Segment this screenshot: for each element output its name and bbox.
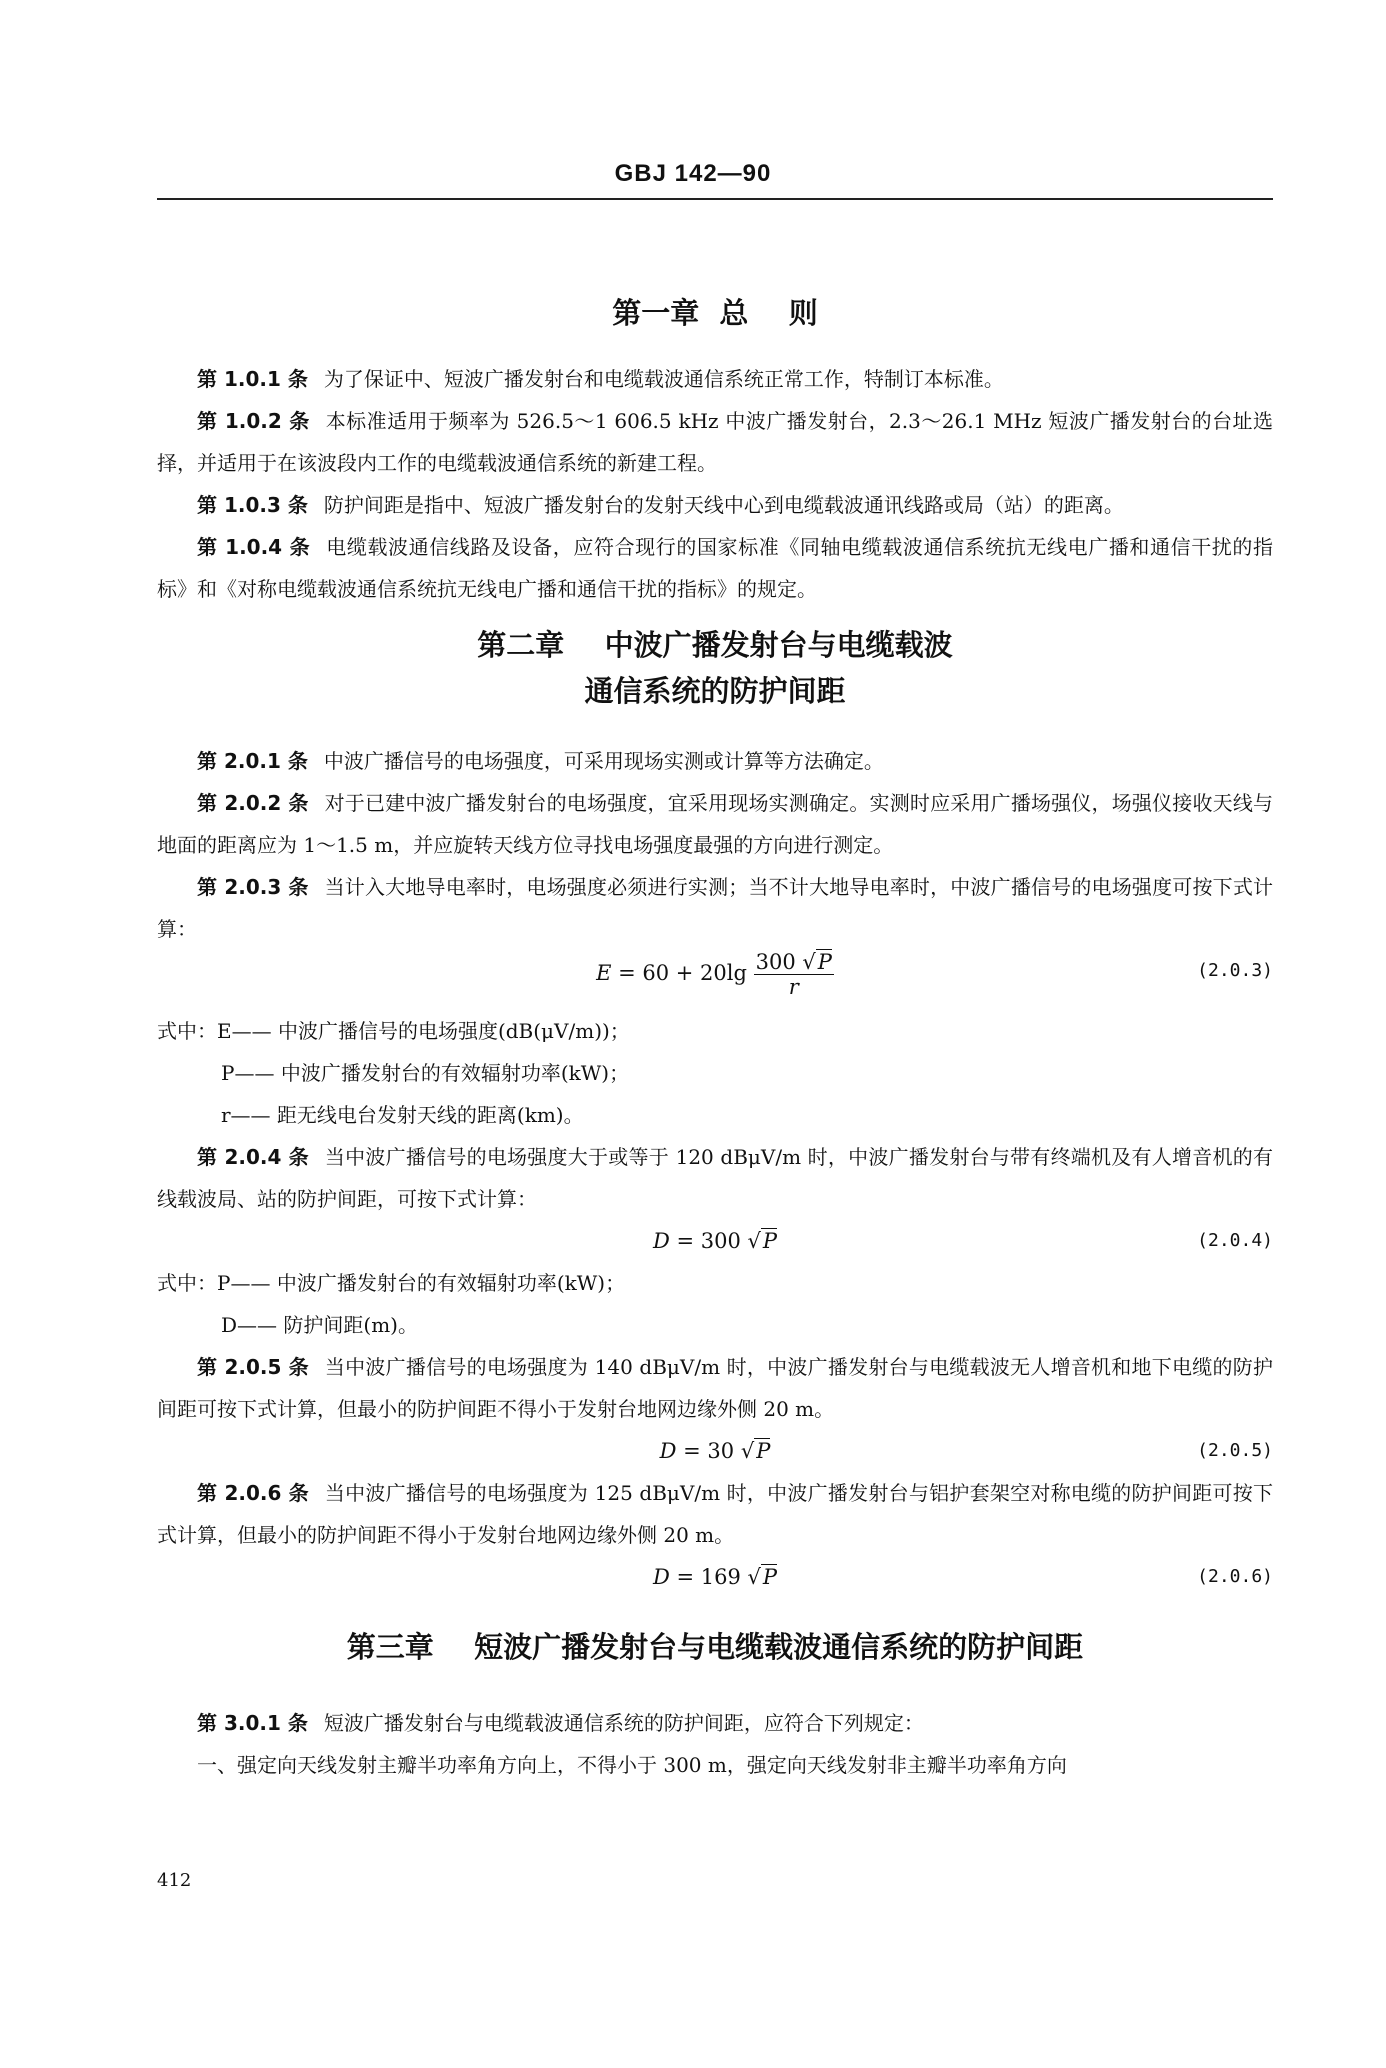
formula-2-0-3 xyxy=(157,950,1273,1010)
formula-2-0-4 xyxy=(157,1220,1273,1262)
article-text: 为了保证中、短波广播发射台和电缆载波通信系统正常工作，特制订本标准。 xyxy=(323,367,1004,391)
formula-body: D = 300 √P xyxy=(652,1229,778,1253)
definition-prefix: 式中： xyxy=(157,1019,217,1043)
article-number: 第 1.0.2 条 xyxy=(197,409,310,433)
article-1-0-1 xyxy=(157,358,1273,400)
definition-text: E—— 中波广播信号的电场强度(dB(μV/m))； xyxy=(217,1019,630,1043)
article-number: 第 3.0.1 条 xyxy=(197,1711,308,1735)
formula-eq: = 169 xyxy=(669,1565,748,1589)
definition-d: D—— 防护间距(m)。 xyxy=(221,1313,418,1337)
formula-tag: (2.0.3) xyxy=(1197,960,1273,981)
article-2-0-6 xyxy=(157,1472,1273,1556)
article-text: 电缆载波通信线路及设备，应符合现行的国家标准《同轴电缆载波通信系统抗无线电广播和通信干扰的指标》和《对称电缆载波通信系统抗无线电广播和通信干扰的指标》的规定。 xyxy=(157,535,1273,601)
numerator-coefficient: 300 xyxy=(755,950,803,974)
chapter-2-title xyxy=(157,622,1273,714)
article-number: 第 2.0.3 条 xyxy=(197,875,309,899)
article-number: 第 2.0.5 条 xyxy=(197,1355,309,1379)
formula-lhs: D xyxy=(652,1565,670,1589)
definition-p2 xyxy=(157,1262,1273,1304)
fraction-denominator: r xyxy=(788,975,799,999)
formula-radicand: P xyxy=(762,1229,778,1253)
article-2-0-2 xyxy=(157,782,1273,866)
chapter-2-title-line1: 第二章 中波广播发射台与电缆载波 xyxy=(477,628,953,662)
formula-radicand: P xyxy=(756,1439,771,1463)
header-rule xyxy=(157,198,1273,200)
formula-lhs: D xyxy=(652,1229,670,1253)
article-number: 第 1.0.1 条 xyxy=(197,367,308,391)
definition-e xyxy=(157,1010,1273,1052)
article-text: 中波广播信号的电场强度，可采用现场实测或计算等方法确定。 xyxy=(323,749,884,773)
chapter-2-title-line2: 通信系统的防护间距 xyxy=(584,674,846,708)
article-number: 第 2.0.1 条 xyxy=(197,749,308,773)
article-text: 当中波广播信号的电场强度为 140 dBμV/m 时，中波广播发射台与电缆载波无人增音机和地下电缆的防护间距可按下式计算，但最小的防护间距不得小于发射台地网边缘外侧 20 m。 xyxy=(157,1355,1274,1421)
article-text: 对于已建中波广播发射台的电场强度，宜采用现场实测确定。实测时应采用广播场强仪，场强仪接收天线与地面的距离应为 1～1.5 m，并应旋转天线方位寻找电场强度最强的方向进行测定。 xyxy=(157,791,1274,857)
formula-eq: = 30 xyxy=(676,1439,741,1463)
article-3-0-1 xyxy=(157,1702,1273,1744)
formula-body: D = 169 √P xyxy=(652,1565,778,1589)
chapter-1-title: 第一章 总 则 xyxy=(612,296,818,330)
article-text: 短波广播发射台与电缆载波通信系统的防护间距，应符合下列规定： xyxy=(323,1711,924,1735)
formula-tag: (2.0.6) xyxy=(1197,1566,1273,1587)
article-2-0-5 xyxy=(157,1346,1273,1430)
formula-2-0-6 xyxy=(157,1556,1273,1598)
article-1-0-2 xyxy=(157,400,1273,484)
definition-text: P—— 中波广播发射台的有效辐射功率(kW)； xyxy=(217,1271,626,1295)
article-text: 防护间距是指中、短波广播发射台的发射天线中心到电缆载波通讯线路或局（站）的距离。 xyxy=(323,493,1124,517)
formula-body: D = 30 √P xyxy=(659,1439,771,1463)
article-2-0-3 xyxy=(157,866,1273,950)
article-text: 当中波广播信号的电场强度大于或等于 120 dBμV/m 时，中波广播发射台与带有终端机及有人增音机的有线载波局、站的防护间距，可按下式计算： xyxy=(157,1145,1274,1211)
definition-prefix: 式中： xyxy=(157,1271,217,1295)
page-body xyxy=(157,290,1273,1786)
formula-radicand: P xyxy=(762,1565,778,1589)
article-text: 本标准适用于频率为 526.5～1 606.5 kHz 中波广播发射台，2.3～26.1 MHz 短波广播发射台的台址选择，并适用于在该波段内工作的电缆载波通信系统的新建工程。 xyxy=(157,409,1273,475)
article-number: 第 2.0.4 条 xyxy=(197,1145,309,1169)
formula-tag: (2.0.5) xyxy=(1197,1440,1273,1461)
article-2-0-4 xyxy=(157,1136,1273,1220)
formula-body xyxy=(157,950,1273,999)
article-1-0-3 xyxy=(157,484,1273,526)
article-1-0-4 xyxy=(157,526,1273,610)
definition-p: P—— 中波广播发射台的有效辐射功率(kW)； xyxy=(221,1061,630,1085)
formula-lhs: E xyxy=(596,961,612,985)
fraction-numerator: 300 √P xyxy=(755,950,832,974)
article-number: 第 1.0.3 条 xyxy=(197,493,308,517)
clause-3-0-1-item-1: 一、强定向天线发射主瓣半功率角方向上，不得小于 300 m，强定向天线发射非主瓣半功率角方向 xyxy=(197,1753,1067,1777)
formula-tag: (2.0.4) xyxy=(1197,1230,1273,1251)
article-2-0-1 xyxy=(157,740,1273,782)
formula-eq: = 300 xyxy=(669,1229,748,1253)
numerator-radicand: P xyxy=(817,950,832,974)
page-header: GBJ 142—90 xyxy=(614,160,772,187)
article-number: 第 2.0.2 条 xyxy=(197,791,309,815)
formula-lhs: D xyxy=(659,1439,677,1463)
article-text: 当计入大地导电率时，电场强度必须进行实测；当不计大地导电率时，中波广播信号的电场强度可按下式计算： xyxy=(157,875,1274,941)
article-number: 第 2.0.6 条 xyxy=(197,1481,309,1505)
chapter-3-title: 第三章 短波广播发射台与电缆载波通信系统的防护间距 xyxy=(346,1630,1084,1664)
article-number: 第 1.0.4 条 xyxy=(197,535,311,559)
page-number: 412 xyxy=(157,1870,192,1891)
formula-eq: = 60 + 20lg xyxy=(611,961,754,985)
definition-r: r—— 距无线电台发射天线的距离(km)。 xyxy=(221,1103,584,1127)
article-text: 当中波广播信号的电场强度为 125 dBμV/m 时，中波广播发射台与铝护套架空对称电缆的防护间距可按下式计算，但最小的防护间距不得小于发射台地网边缘外侧 20 m。 xyxy=(157,1481,1274,1547)
formula-2-0-5 xyxy=(157,1430,1273,1472)
formula-fraction xyxy=(754,950,834,999)
